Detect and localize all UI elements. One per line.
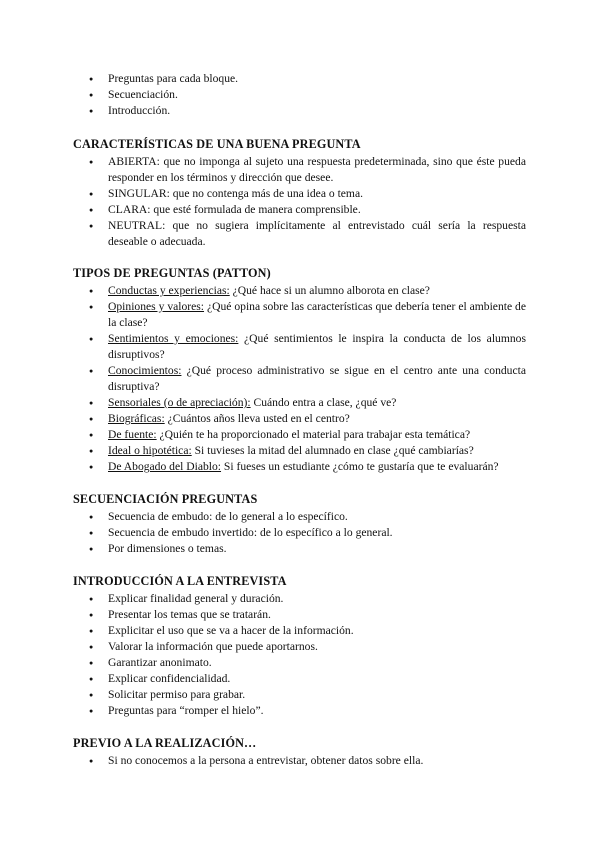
introduccion-list [73,591,526,719]
secuenciacion-list [73,509,526,557]
caracteristicas-list [73,154,526,250]
question-type-term: De fuente: [108,428,157,441]
question-example: ¿Quién te ha proporcionado el material para trabajar esta temática? [156,428,471,441]
list-item [73,299,526,331]
list-item: ● NEUTRAL: que no sugiera implícitamente al entrevistado cuál sería la respuesta deseable o adecuada. [73,218,526,250]
list-item: ● Solicitar permiso para grabar. [73,687,526,703]
question-type-term: Conocimientos: [108,364,182,377]
question-type-term: Conductas y experiencias: [108,284,230,297]
intro-list-block [73,71,526,119]
caracteristicas-section [73,136,526,250]
list-item: ● Preguntas para cada bloque. [73,71,526,87]
section-heading: PREVIO A LA REALIZACIÓN… [73,736,257,750]
list-item: ● Presentar los temas que se tratarán. [73,607,526,623]
question-type-term: De Abogado del Diablo: [108,460,222,473]
list-item: ● Explicar confidencialidad. [73,671,526,687]
section-heading: TIPOS DE PREGUNTAS (PATTON) [73,266,271,280]
list-item [73,411,526,427]
list-item: ● Introducción. [73,103,526,119]
list-item [73,443,526,459]
list-item [73,331,526,363]
tipos-section [73,265,526,475]
list-item: ● SINGULAR: que no contenga más de una idea o tema. [73,186,526,202]
question-type-term: Opiniones y valores: [108,300,205,313]
list-item: ● Explicar finalidad general y duración. [73,591,526,607]
introduccion-section [73,573,526,719]
question-type-term: Biográficas: [108,412,165,425]
question-type-term: Ideal o hipotética: [108,444,192,457]
list-item [73,283,526,299]
list-item: ● CLARA: que esté formulada de manera comprensible. [73,202,526,218]
previo-section [73,735,526,769]
list-item: ● Preguntas para “romper el hielo”. [73,703,526,719]
question-example: ¿Qué hace si un alumno alborota en clase? [229,284,430,297]
question-type-term: Sensoriales (o de apreciación): [108,396,251,409]
list-item: ● Si no conocemos a la persona a entrevistar, obtener datos sobre ella. [73,753,526,769]
question-example: Si fueses un estudiante ¿cómo te gustaría que te evaluarán? [221,460,499,473]
secuenciacion-section [73,491,526,557]
list-item: ● Por dimensiones o temas. [73,541,526,557]
list-item: ● Secuenciación. [73,87,526,103]
question-example: Cuándo entra a clase, ¿qué ve? [250,396,397,409]
question-example: ¿Qué proceso administrativo se sigue en el centro ante una conducta disruptiva? [108,364,526,393]
list-item: ● ABIERTA: que no imponga al sujeto una respuesta predeterminada, sino que éste pueda responder en los términos y dirección que desee. [73,154,526,186]
question-type-term: Sentimientos y emociones: [108,332,239,345]
section-heading: CARACTERÍSTICAS DE UNA BUENA PREGUNTA [73,137,361,151]
question-example: Si tuvieses la mitad del alumnado en clase ¿qué cambiarías? [191,444,474,457]
list-item: ● Secuencia de embudo invertido: de lo específico a lo general. [73,525,526,541]
list-item: ● Explicitar el uso que se va a hacer de la información. [73,623,526,639]
list-item [73,395,526,411]
list-item: ● Valorar la información que puede aportarnos. [73,639,526,655]
list-item [73,459,526,475]
list-item [73,427,526,443]
previo-list [73,753,526,769]
question-example: ¿Qué sentimientos le inspira la conducta de los alumnos disruptivos? [108,332,526,361]
tipos-list [73,283,526,475]
section-heading: SECUENCIACIÓN PREGUNTAS [73,492,258,506]
question-example: ¿Qué opina sobre las características que debería tener el ambiente de la clase? [108,300,526,329]
question-example: ¿Cuántos años lleva usted en el centro? [164,412,350,425]
list-item: ● Garantizar anonimato. [73,655,526,671]
list-item: ● Secuencia de embudo: de lo general a lo específico. [73,509,526,525]
intro-list [73,71,526,119]
section-heading: INTRODUCCIÓN A LA ENTREVISTA [73,574,287,588]
list-item [73,363,526,395]
